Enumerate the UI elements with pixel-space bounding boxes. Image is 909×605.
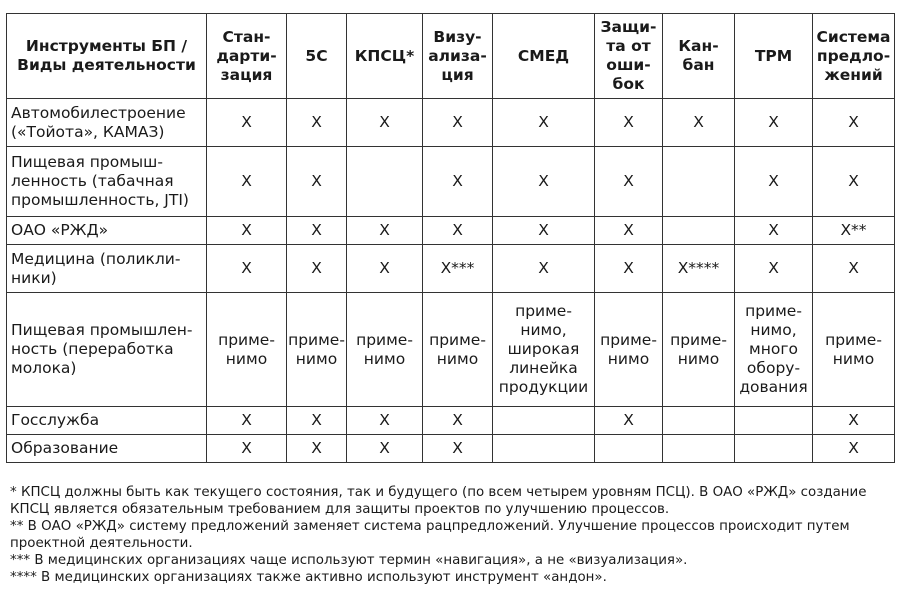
- table-cell: X: [207, 435, 287, 463]
- table-row: [7, 217, 895, 245]
- table-cell: X: [813, 99, 895, 147]
- table-cell: X: [287, 99, 347, 147]
- table-cell: [663, 407, 735, 435]
- table-cell: [347, 147, 423, 217]
- table-cell: [663, 435, 735, 463]
- table-cell: X: [287, 407, 347, 435]
- footnote-1: * КПСЦ должны быть как текущего состояния, так и будущего (по всем четырем уровням ПСЦ). В ОАО «РЖД» создание КПСЦ является обязательным требованием для защиты проектов по улучшению процессов.: [10, 485, 867, 517]
- table-cell: X: [813, 147, 895, 217]
- table-cell: X: [347, 407, 423, 435]
- table-cell: X: [287, 147, 347, 217]
- table-cell: [595, 435, 663, 463]
- footnotes: [10, 484, 902, 586]
- table-cell: X: [813, 407, 895, 435]
- header-row: [7, 14, 895, 99]
- table-cell: X: [287, 245, 347, 293]
- header-cell-5s: 5С: [287, 14, 347, 99]
- table-cell: X: [595, 147, 663, 217]
- row-label: ОАО «РЖД»: [7, 217, 207, 245]
- table-cell: [663, 217, 735, 245]
- table-cell: X: [287, 217, 347, 245]
- table-cell: X: [423, 217, 493, 245]
- table-cell: X: [207, 407, 287, 435]
- table-cell: X: [347, 245, 423, 293]
- header-cell-error-proofing: Защи- та от оши- бок: [595, 14, 663, 99]
- table-cell: X: [813, 435, 895, 463]
- table-cell: X: [735, 147, 813, 217]
- table-cell: приме- нимо: [347, 293, 423, 407]
- table-cell: X: [735, 99, 813, 147]
- table-cell: X: [595, 217, 663, 245]
- table-row: [7, 407, 895, 435]
- header-cell-types: Инструменты БП / Виды деятельности: [7, 14, 207, 99]
- footnote-3: *** В медицинских организациях чаще используют термин «навигация», а не «визуализация».: [10, 553, 688, 568]
- table-row: [7, 147, 895, 217]
- table-cell: приме- нимо: [287, 293, 347, 407]
- row-label: Госслужба: [7, 407, 207, 435]
- table-cell: X: [207, 217, 287, 245]
- table-cell: X: [347, 435, 423, 463]
- row-label: Образование: [7, 435, 207, 463]
- table-cell: X: [493, 217, 595, 245]
- table-cell: X: [423, 435, 493, 463]
- table-cell: X: [287, 435, 347, 463]
- table-cell: X: [735, 217, 813, 245]
- table-cell: X: [207, 147, 287, 217]
- row-label: Медицина (поликли- ники): [7, 245, 207, 293]
- row-label: Пищевая промышлен- ность (переработка молока): [7, 293, 207, 407]
- footnote-4: **** В медицинских организациях также активно используют инструмент «андон».: [10, 570, 607, 585]
- table-cell: X****: [663, 245, 735, 293]
- table-row: [7, 99, 895, 147]
- table-row: [7, 245, 895, 293]
- row-label: Пищевая промыш- ленность (табачная промышленность, JTI): [7, 147, 207, 217]
- table-cell: X: [663, 99, 735, 147]
- header-cell-suggestion-system: Система предло- жений: [813, 14, 895, 99]
- table-cell: приме- нимо: [595, 293, 663, 407]
- table-cell: [735, 435, 813, 463]
- table-cell: X: [423, 407, 493, 435]
- table-cell: X: [595, 99, 663, 147]
- table-cell: X: [423, 99, 493, 147]
- table-cell: X: [207, 99, 287, 147]
- table-row: [7, 435, 895, 463]
- table-cell: X: [595, 245, 663, 293]
- table-cell: [735, 407, 813, 435]
- table-cell: приме- нимо: [663, 293, 735, 407]
- row-label: Автомобилестроение («Тойота», КАМАЗ): [7, 99, 207, 147]
- table-cell: приме- нимо: [813, 293, 895, 407]
- table-cell: X: [813, 245, 895, 293]
- table-cell: приме- нимо, много обору- дования: [735, 293, 813, 407]
- header-cell-smed: СМЕД: [493, 14, 595, 99]
- table-cell: X: [207, 245, 287, 293]
- table-cell: [663, 147, 735, 217]
- table-cell: X: [735, 245, 813, 293]
- header-cell-kpsc: КПСЦ*: [347, 14, 423, 99]
- header-cell-visualization: Визу- ализа- ция: [423, 14, 493, 99]
- footnote-2: ** В ОАО «РЖД» систему предложений заменяет система рацпредложений. Улучшение процессов происходит путем проектной деятельности.: [10, 519, 850, 551]
- tools-table: [6, 13, 895, 463]
- table-cell: X: [595, 407, 663, 435]
- table-cell: X: [423, 147, 493, 217]
- table-cell: приме- нимо: [423, 293, 493, 407]
- header-cell-standardization: Стан- дарти- зация: [207, 14, 287, 99]
- header-cell-tpm: ТРМ: [735, 14, 813, 99]
- table-cell: [493, 435, 595, 463]
- table-cell: X: [493, 147, 595, 217]
- header-cell-kanban: Кан- бан: [663, 14, 735, 99]
- table-cell: приме- нимо, широкая линейка продукции: [493, 293, 595, 407]
- table-cell: X**: [813, 217, 895, 245]
- table-cell: X***: [423, 245, 493, 293]
- table-cell: X: [493, 245, 595, 293]
- table-cell: X: [347, 217, 423, 245]
- table-cell: приме- нимо: [207, 293, 287, 407]
- table-cell: [493, 407, 595, 435]
- table-row: [7, 293, 895, 407]
- table-cell: X: [493, 99, 595, 147]
- table-cell: X: [347, 99, 423, 147]
